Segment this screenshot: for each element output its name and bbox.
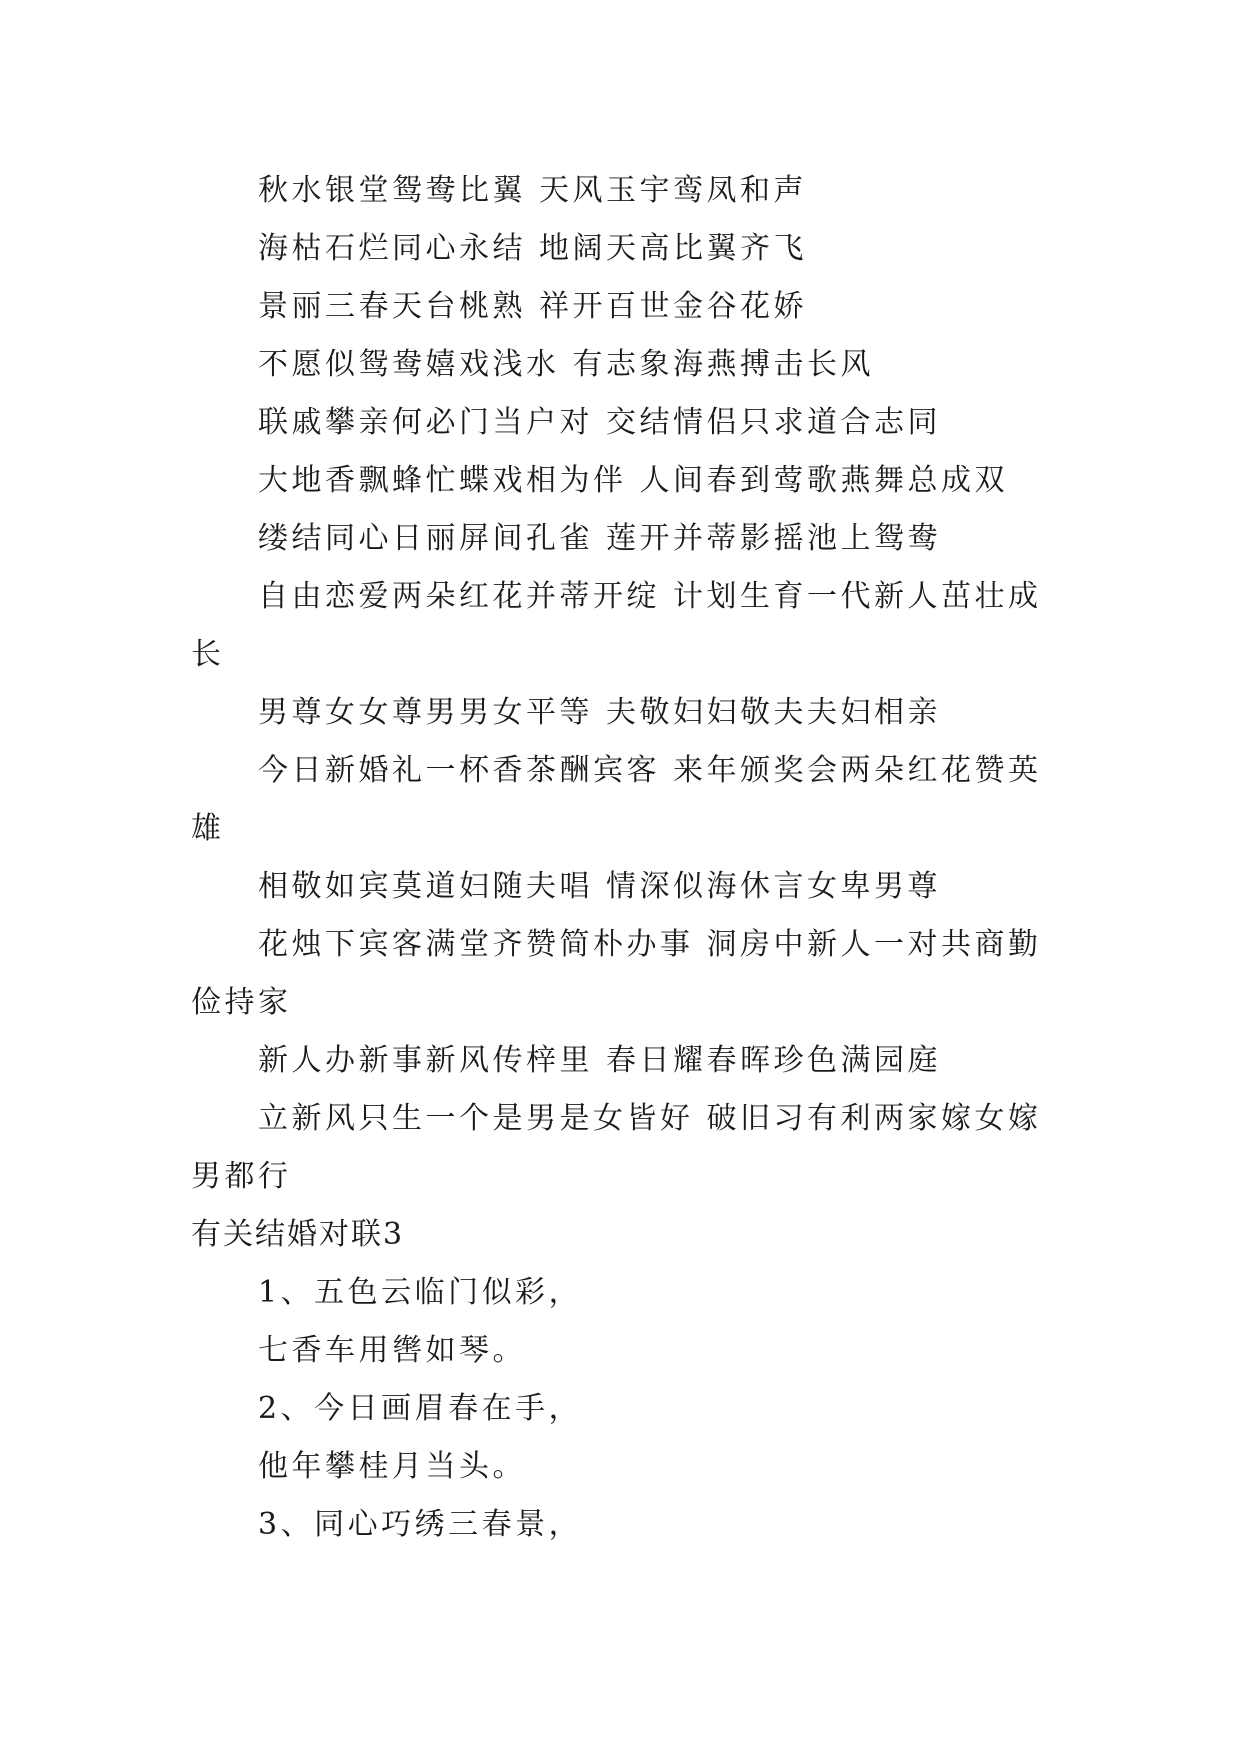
- numbered-couplet-line: 他年攀桂月当头。: [258, 1449, 526, 1484]
- couplet-line: 联戚攀亲何必门当户对 交结情侣只求道合志同: [258, 405, 942, 440]
- numbered-couplet-line: 3、同心巧绣三春景，: [258, 1507, 583, 1542]
- couplet-line: 新人办新事新风传梓里 春日耀春晖珍色满园庭: [258, 1043, 942, 1078]
- couplet-line: 大地香飘蜂忙蝶戏相为伴 人间春到莺歌燕舞总成双: [258, 463, 1009, 498]
- couplet-line: 今日新婚礼一杯香茶酬宾客 来年颁奖会两朵红花赞英雄: [191, 753, 1042, 846]
- numbered-couplet-line: 七香车用辔如琴。: [258, 1333, 526, 1368]
- couplet-line: 立新风只生一个是男是女皆好 破旧习有利两家嫁女嫁男都行: [191, 1101, 1042, 1194]
- couplet-line: 缕结同心日丽屏间孔雀 莲开并蒂影摇池上鸳鸯: [258, 521, 942, 556]
- couplet-line: 相敬如宾莫道妇随夫唱 情深似海休言女卑男尊: [258, 869, 942, 904]
- couplet-line: 自由恋爱两朵红花并蒂开绽 计划生育一代新人茁壮成长: [191, 579, 1042, 672]
- section-title: 有关结婚对联3: [191, 1217, 405, 1252]
- couplet-line: 男尊女女尊男男女平等 夫敬妇妇敬夫夫妇相亲: [258, 695, 942, 730]
- couplet-line: 秋水银堂鸳鸯比翼 天风玉宇鸾凤和声: [258, 173, 808, 208]
- numbered-couplet-line: 1、五色云临门似彩，: [258, 1275, 583, 1310]
- document-body: [191, 162, 1051, 1554]
- couplet-line: 景丽三春天台桃熟 祥开百世金谷花娇: [258, 289, 808, 324]
- numbered-couplet-line: 2、今日画眉春在手，: [258, 1391, 583, 1426]
- couplet-line: 不愿似鸳鸯嬉戏浅水 有志象海燕搏击长风: [258, 347, 875, 382]
- couplet-line: 花烛下宾客满堂齐赞简朴办事 洞房中新人一对共商勤俭持家: [191, 927, 1042, 1020]
- couplet-line: 海枯石烂同心永结 地阔天高比翼齐飞: [258, 231, 808, 266]
